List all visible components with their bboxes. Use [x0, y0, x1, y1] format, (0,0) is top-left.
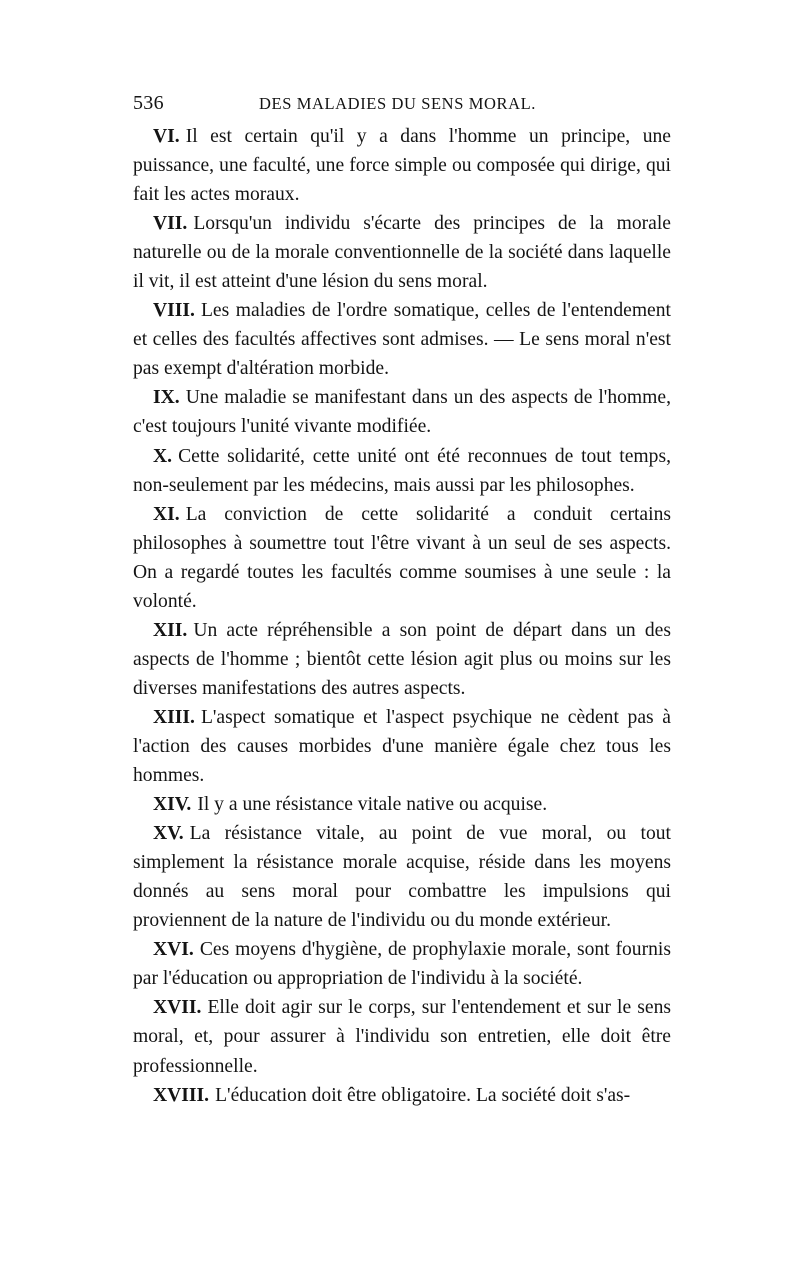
running-head [133, 92, 671, 122]
article-11 [133, 500, 671, 616]
article-15 [133, 819, 671, 935]
article-number: IX. [153, 387, 180, 409]
article-9 [133, 383, 671, 441]
article-number: XVIII. [153, 1084, 210, 1106]
article-12 [133, 616, 671, 703]
article-number: XI. [153, 503, 180, 525]
body-text [133, 122, 671, 1110]
article-text: L'éducation doit être obligatoire. La société doit s'as- [215, 1084, 631, 1106]
running-title: DES MALADIES DU SENS MORAL. [259, 94, 537, 113]
article-number: XIII. [153, 706, 195, 728]
article-text: Lorsqu'un individu s'écarte des principes de la morale naturelle ou de la morale conventionnelle de la société dans laquelle il vit, il est atteint d'une lésion du sens moral. [133, 213, 671, 293]
article-13 [133, 703, 671, 790]
article-text: Les maladies de l'ordre somatique, celles de l'entendement et celles des facultés affectives sont admises. — Le sens moral n'est pas exempt d'altération morbide. [133, 300, 671, 380]
article-6 [133, 122, 671, 209]
article-14 [133, 790, 671, 819]
article-number: XVI. [153, 939, 194, 961]
article-text: Il est certain qu'il y a dans l'homme un principe, une puissance, une faculté, une force simple ou composée qui dirige, qui fait les actes moraux. [133, 126, 671, 206]
article-number: XIV. [153, 794, 192, 816]
article-number: X. [153, 445, 173, 467]
article-text: La conviction de cette solidarité a conduit certains philosophes à soumettre tout l'être vivant à un seul de ses aspects. On a regardé toutes les facultés comme soumises à une seule : la volonté. [133, 503, 671, 612]
article-number: VIII. [153, 300, 195, 322]
article-16 [133, 935, 671, 993]
article-text: La résistance vitale, au point de vue moral, ou tout simplement la résistance morale acquise, réside dans les moyens donnés au sens moral pour combattre les impulsions qui proviennent de la nature de l'individu ou du monde extérieur. [133, 823, 671, 932]
article-number: XII. [153, 619, 188, 641]
article-17 [133, 993, 671, 1080]
article-number: XVII. [153, 997, 202, 1019]
article-7 [133, 209, 671, 296]
article-number: XV. [153, 823, 184, 845]
article-8 [133, 296, 671, 383]
article-number: VI. [153, 126, 180, 147]
book-page [133, 92, 671, 1110]
article-text: Ces moyens d'hygiène, de prophylaxie morale, sont fournis par l'éducation ou appropriation de l'individu à la société. [133, 939, 671, 990]
article-18 [133, 1081, 671, 1110]
article-number: VII. [153, 213, 188, 235]
article-text: Il y a une résistance vitale native ou acquise. [197, 794, 548, 816]
article-text: Une maladie se manifestant dans un des aspects de l'homme, c'est toujours l'unité vivante modifiée. [133, 387, 671, 438]
article-text: Cette solidarité, cette unité ont été reconnues de tout temps, non-seulement par les médecins, mais aussi par les philosophes. [133, 445, 671, 496]
article-text: Un acte répréhensible a son point de départ dans un des aspects de l'homme ; bientôt cette lésion agit plus ou moins sur les diverses manifestations des autres aspects. [133, 619, 671, 699]
article-text: Elle doit agir sur le corps, sur l'entendement et sur le sens moral, et, pour assurer à l'individu son entretien, elle doit être professionnelle. [133, 997, 671, 1077]
article-10 [133, 442, 671, 500]
page-number: 536 [133, 92, 164, 114]
article-text: L'aspect somatique et l'aspect psychique ne cèdent pas à l'action des causes morbides d'une manière égale chez tous les hommes. [133, 706, 671, 787]
